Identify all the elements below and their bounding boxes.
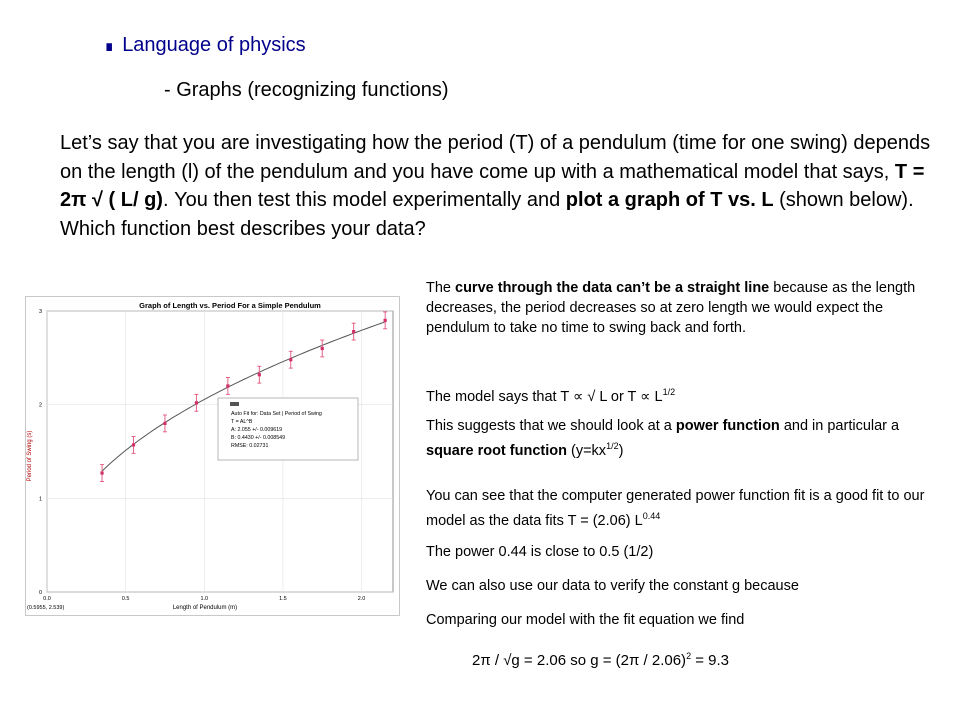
legend-line: A: 2.055 +/- 0.009619 [231,427,283,433]
x-tick-label: 2.0 [357,596,366,602]
data-point [289,358,292,361]
note-text: The [426,280,456,296]
data-point [163,422,166,425]
note-power-function [426,416,946,461]
note-text: and in particular a [779,418,900,434]
section-heading [104,34,306,57]
subheading: - Graphs (recognizing functions) [164,79,449,101]
g-equation [472,646,729,671]
note-superscript: 0.44 [642,511,661,521]
equation-text: = 9.3 [691,652,730,669]
data-point [321,347,324,350]
data-point [100,471,103,474]
x-tick-label: 1.5 [279,596,287,602]
data-point [352,330,355,333]
y-tick-label: 2 [38,402,42,409]
pendulum-chart [25,296,400,616]
fit-legend [218,398,358,460]
note-emphasis: square root function [426,443,567,459]
data-point [195,401,198,404]
equation-text: 2π / √g = 2.06 so g = (2π / 2.06) [472,652,687,669]
data-point [384,319,387,322]
intro-text-1: Let’s say that you are investigating how the period (T) of a pendulum (time for one swing) depends on the length (l) of the pendulum and you have come up with a mathematical model that says, [60,132,931,183]
note-emphasis: curve through the data can’t be a straight line [455,280,770,296]
note-text: The model says that T ∝ √ L or T ∝ L [426,389,663,405]
note-verify-g: We can also use our data to verify the constant g because [426,578,799,594]
model-formula: T = 2π √ ( L/ g) [60,160,925,211]
x-tick-label: 1.0 [200,596,209,602]
data-point [226,384,229,387]
coordinate-readout: (0.5955, 2.539) [27,605,65,611]
legend-line: RMSE: 0.02731 [231,443,269,449]
equation-superscript: 2 [686,651,692,661]
note-superscript: 1/2 [662,387,676,397]
heading-title: Language of physics [122,34,306,56]
chart-title: Graph of Length vs. Period For a Simple Pendulum [139,301,321,310]
intro-paragraph [60,129,940,243]
data-point [258,373,261,376]
legend-swatch [230,402,239,406]
x-axis-label: Length of Pendulum (m) [172,605,238,611]
y-tick-label: 1 [38,496,42,503]
x-tick-label: 0.0 [43,596,51,602]
y-tick-label: 3 [38,309,42,315]
data-point [132,443,135,446]
note-text: You can see that the computer generated power function fit is a good fit to our model as the data fits T = (2.06) L [426,488,925,529]
note-model [426,382,675,407]
note-straight-line [426,278,946,338]
note-text: because as the length decreases, the period decreases so at zero length we would expect the pendulum to take no time to swing back and forth. [426,280,916,336]
note-emphasis: power function [675,418,780,434]
note-fit [426,486,946,531]
legend-line: B: 0.4430 +/- 0.008549 [231,435,286,441]
y-axis-label: Period of Swing (s) [27,430,33,482]
intro-text-2: . You then test this model experimentally and [162,189,566,211]
x-tick-label: 0.5 [121,596,130,602]
intro-emphasis: plot a graph of T vs. L [565,189,774,211]
legend-title: Auto Fit for: Data Set | Period of Swing [231,411,322,417]
y-tick-label: 0 [38,590,42,596]
legend-line: T = AL^B [231,419,253,425]
intro-text-3: (shown below). Which function best describes your data? [60,189,914,240]
note-compare: Comparing our model with the fit equation we find [426,612,745,628]
note-text: (y=kx [566,443,607,459]
bullet-icon: ∎ [104,38,115,55]
note-text: This suggests that we should look at a [426,418,676,434]
note-power-close: The power 0.44 is close to 0.5 (1/2) [426,544,654,560]
note-text: ) [618,443,624,459]
note-superscript: 1/2 [606,441,619,451]
